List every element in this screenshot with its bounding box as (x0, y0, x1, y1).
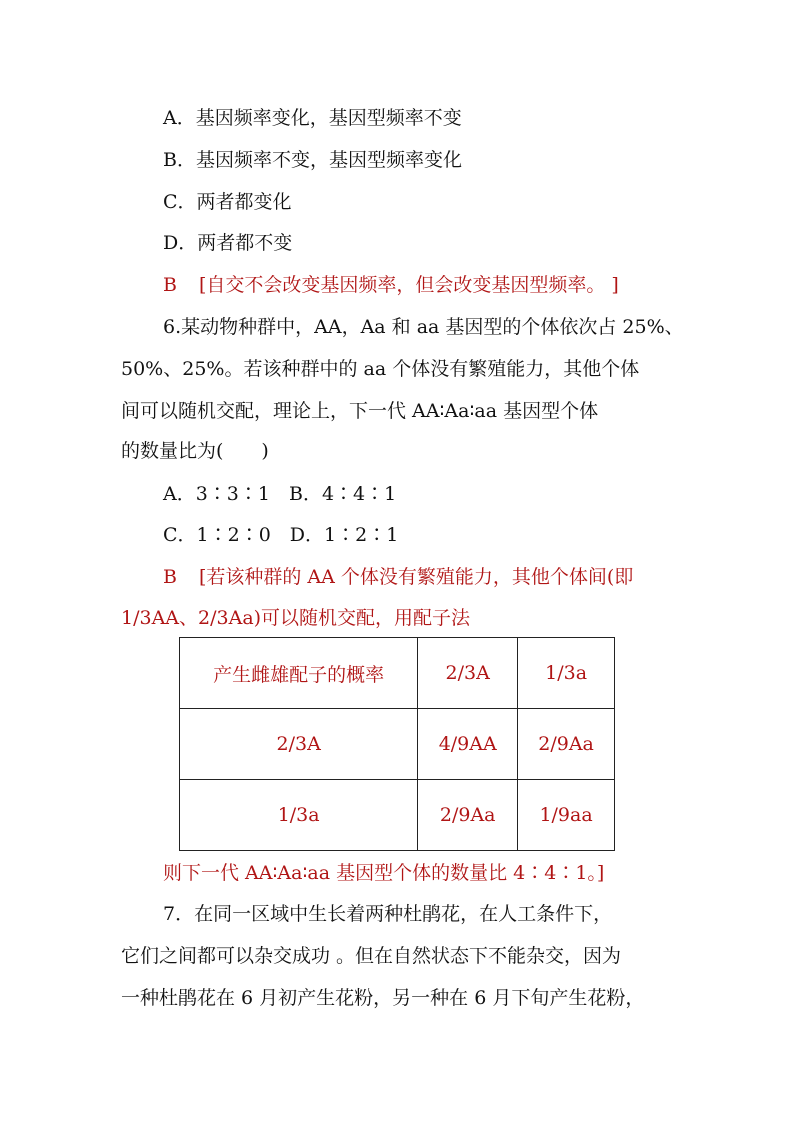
q5-option-c: C．两者都变化 (163, 191, 292, 213)
q5-answer-letter: B (163, 274, 177, 296)
q6-stem-line4: 的数量比为( ) (121, 440, 269, 462)
table-header-cell: 1/3a (518, 638, 615, 709)
q6-stem-line2: 50%、25%。若该种群中的 aa 个体没有繁殖能力，其他个体 (121, 358, 640, 380)
q7-line2: 它们之间都可以杂交成功 。但在自然状态下不能杂交，因为 (121, 945, 622, 967)
q6-stem-line1: 6.某动物种群中，AA，Aa 和 aa 基因型的个体依次占 25%、 (163, 316, 684, 338)
q6-options-row2: C．1∶2∶0 D．1∶2∶1 (163, 524, 399, 546)
q5-option-a: A．基因频率变化，基因型频率不变 (163, 107, 462, 129)
table-row (180, 638, 615, 709)
q5-option-d: D．两者都不变 (163, 232, 293, 254)
table-cell: 1/9aa (518, 780, 615, 851)
table-cell: 2/9Aa (418, 780, 518, 851)
q6-conclusion: 则下一代 AA∶Aa∶aa 基因型个体的数量比 4∶4∶1。] (163, 862, 605, 884)
q5-answer (163, 273, 619, 297)
q6-answer-explanation: [若该种群的 AA 个体没有繁殖能力，其他个体间(即 (198, 566, 634, 588)
q5-option-b: B．基因频率不变，基因型频率变化 (163, 149, 462, 171)
table-row (180, 709, 615, 780)
q6-options-row1: A．3∶3∶1 B．4∶4∶1 (163, 483, 397, 505)
table-cell: 2/3A (180, 709, 418, 780)
table-header-cell: 2/3A (418, 638, 518, 709)
q6-answer-line1 (163, 565, 633, 589)
q5-answer-explanation: [自交不会改变基因频率，但会改变基因型频率。 ] (198, 274, 619, 296)
table-row (180, 780, 615, 851)
table-cell: 1/3a (180, 780, 418, 851)
table-cell: 4/9AA (418, 709, 518, 780)
table-cell: 2/9Aa (518, 709, 615, 780)
q7-line3: 一种杜鹃花在 6 月初产生花粉，另一种在 6 月下旬产生花粉， (121, 987, 645, 1009)
q6-stem-line3: 间可以随机交配，理论上，下一代 AA∶Aa∶aa 基因型个体 (121, 400, 599, 422)
gamete-table (179, 637, 615, 851)
q7-line1: 7．在同一区域中生长着两种杜鹃花，在人工条件下， (163, 903, 613, 925)
table-header-cell: 产生雌雄配子的概率 (180, 638, 418, 709)
q6-answer-line2: 1/3AA、2/3Aa)可以随机交配，用配子法 (121, 607, 471, 629)
q6-answer-letter: B (163, 566, 177, 588)
